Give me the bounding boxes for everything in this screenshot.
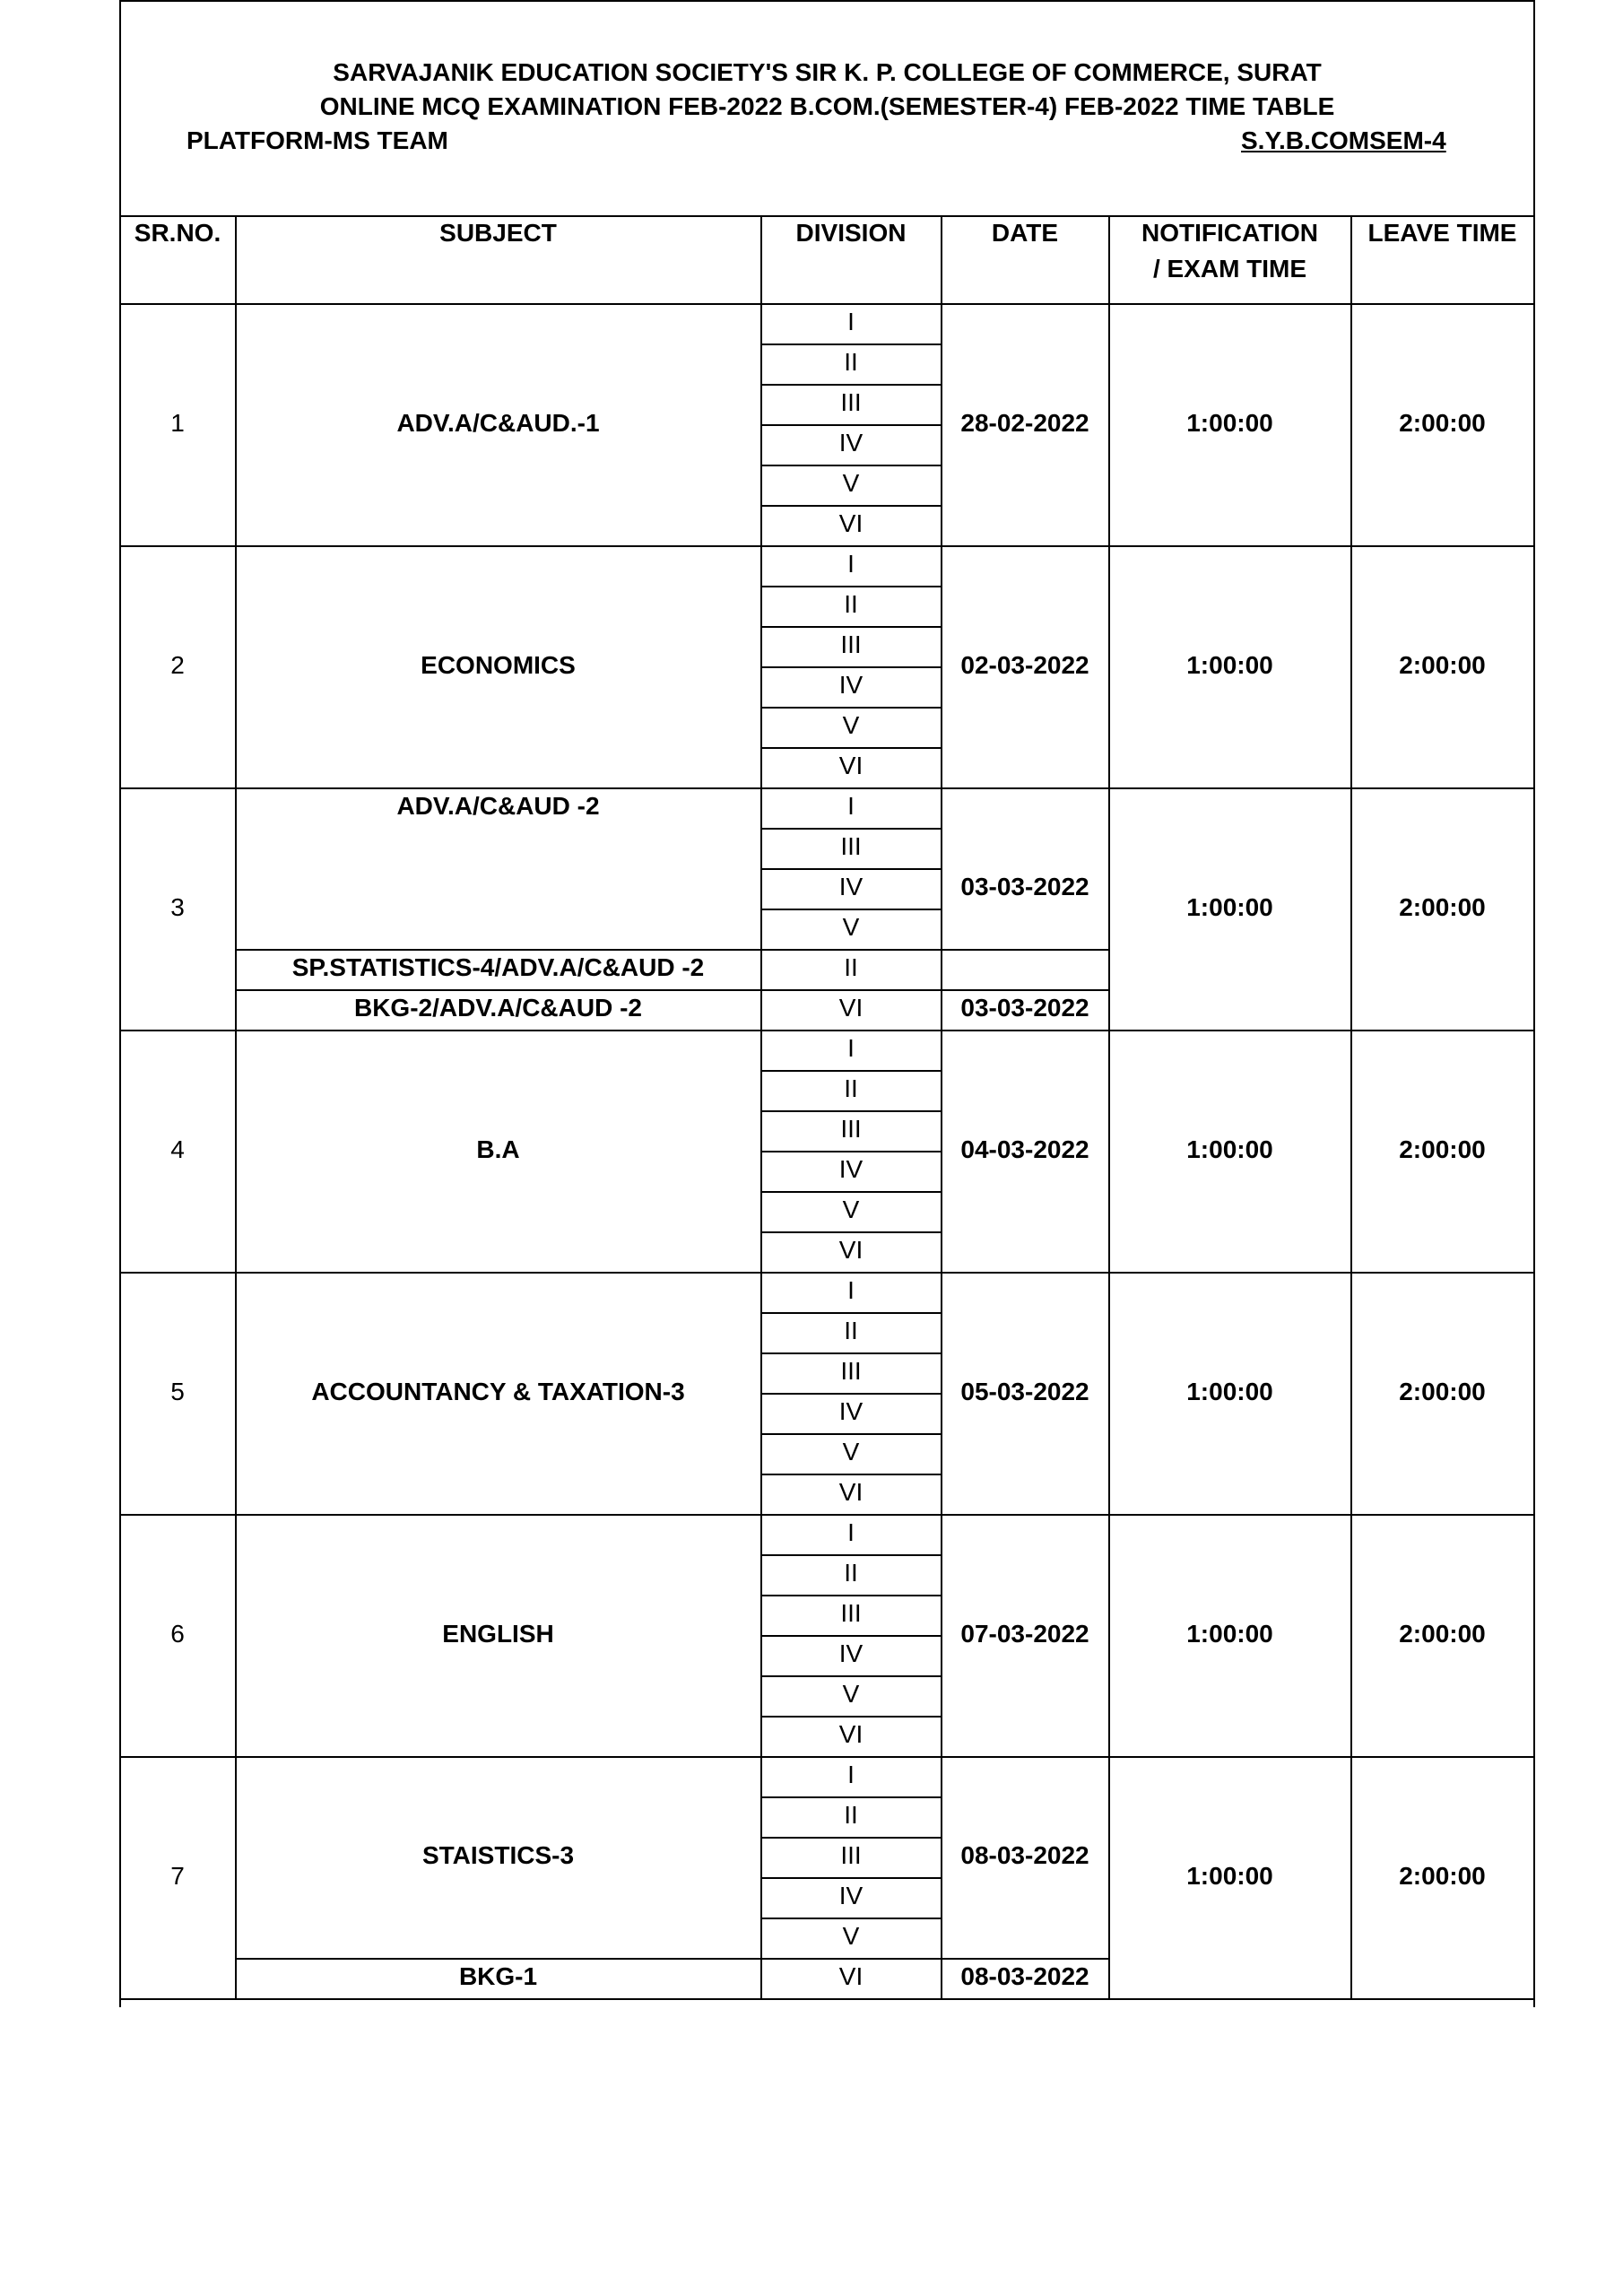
division-divider	[760, 828, 942, 830]
exam-sr-number: 7	[170, 1862, 185, 1890]
division-cell: III	[840, 1841, 862, 1869]
exam-sr-number: 3	[170, 893, 185, 921]
division-cell: IV	[838, 1882, 864, 1909]
leave-time: 2:00:00	[1399, 1135, 1486, 1163]
exam-time: 1:00:00	[1186, 1378, 1273, 1405]
division-cell: I	[847, 1518, 855, 1546]
leave-time: 2:00:00	[1399, 1620, 1486, 1648]
division-cell: VI	[838, 1236, 864, 1264]
exam-sr-number: 2	[170, 651, 185, 679]
division-cell: IV	[838, 1155, 864, 1183]
exam-sr-number: 4	[170, 1135, 185, 1163]
exam-sr-number: 6	[170, 1620, 185, 1648]
division-cell: I	[847, 1276, 855, 1304]
exam-block-divider	[119, 787, 1535, 789]
col-division-header: DIVISION	[795, 219, 907, 247]
platform-label: PLATFORM-MS TEAM	[187, 126, 448, 154]
division-divider	[760, 384, 942, 386]
division-cell: V	[842, 711, 860, 739]
division-cell: IV	[838, 671, 864, 699]
subject-name: STAISTICS-3	[421, 1841, 575, 1869]
exam-date: 04-03-2022	[960, 1135, 1089, 1163]
col-srno-header: SR.NO.	[134, 219, 221, 247]
col-subject-header: SUBJECT	[439, 219, 557, 247]
division-cell: V	[842, 469, 860, 497]
col-notification-header-2: / EXAM TIME	[1152, 255, 1307, 283]
header-separator	[119, 215, 1535, 217]
division-divider	[760, 1433, 942, 1435]
division-divider	[760, 626, 942, 628]
division-cell: I	[847, 1034, 855, 1062]
division-divider	[760, 344, 942, 345]
division-cell: VI	[838, 1962, 864, 1990]
division-divider	[760, 1675, 942, 1677]
division-divider	[760, 1837, 942, 1839]
division-cell: VI	[838, 1478, 864, 1506]
division-cell: VI	[838, 1720, 864, 1748]
division-divider	[760, 424, 942, 426]
exam-date: 05-03-2022	[960, 1378, 1089, 1405]
division-cell: V	[842, 1680, 860, 1708]
division-divider	[760, 465, 942, 466]
leave-time: 2:00:00	[1399, 1378, 1486, 1405]
division-cell: V	[842, 1922, 860, 1950]
division-divider	[760, 1474, 942, 1475]
division-divider	[760, 1393, 942, 1395]
division-cell: II	[844, 1317, 858, 1344]
exam-date: 28-02-2022	[960, 409, 1089, 437]
border-right	[1533, 0, 1535, 2007]
division-divider	[760, 707, 942, 709]
division-cell: I	[847, 550, 855, 578]
date-divider	[941, 989, 1110, 991]
division-cell: VI	[838, 509, 864, 537]
division-divider	[760, 1110, 942, 1112]
exam-block-divider	[119, 1030, 1535, 1031]
exam-block-divider	[119, 1514, 1535, 1516]
division-divider	[760, 1554, 942, 1556]
class-label: S.Y.B.COMSEM-4	[1241, 126, 1446, 154]
leave-time: 2:00:00	[1399, 893, 1486, 921]
division-divider	[760, 1918, 942, 1919]
division-cell: II	[844, 1074, 858, 1102]
exam-block-divider	[119, 1272, 1535, 1274]
division-cell: III	[840, 1357, 862, 1385]
col-line-5	[1350, 215, 1352, 2000]
col-line-4	[1108, 215, 1110, 2000]
border-top	[119, 0, 1535, 2]
division-divider	[760, 1070, 942, 1072]
subject-name: BKG-2/ADV.A/C&AUD -2	[353, 994, 642, 1022]
border-left	[119, 0, 121, 2007]
division-divider	[760, 1877, 942, 1879]
division-divider	[760, 1796, 942, 1798]
division-divider	[760, 505, 942, 507]
header-bottom-line	[119, 303, 1535, 305]
exam-sr-number: 1	[170, 409, 185, 437]
col-leave-header: LEAVE TIME	[1367, 219, 1517, 247]
exam-date: 03-03-2022	[960, 994, 1089, 1022]
division-cell: IV	[838, 1397, 864, 1425]
division-divider	[760, 1312, 942, 1314]
col-notification-header: NOTIFICATION	[1141, 219, 1318, 247]
division-cell: III	[840, 388, 862, 416]
subject-divider	[235, 949, 1110, 951]
exam-block-divider	[119, 1756, 1535, 1758]
division-divider	[760, 1595, 942, 1596]
division-cell: V	[842, 1438, 860, 1465]
col-line-3	[941, 215, 942, 2000]
division-cell: VI	[838, 994, 864, 1022]
division-cell: III	[840, 1115, 862, 1143]
division-cell: I	[847, 1761, 855, 1788]
division-divider	[760, 586, 942, 587]
leave-time: 2:00:00	[1399, 651, 1486, 679]
exam-date: 03-03-2022	[960, 873, 1089, 900]
exam-date: 08-03-2022	[960, 1962, 1089, 1990]
exam-date: 08-03-2022	[960, 1841, 1089, 1869]
exam-sr-number: 5	[170, 1378, 185, 1405]
header-title: SARVAJANIK EDUCATION SOCIETY'S SIR K. P. COLLEGE OF COMMERCE, SURAT	[333, 58, 1322, 86]
exam-date: 02-03-2022	[960, 651, 1089, 679]
exam-time: 1:00:00	[1186, 1620, 1273, 1648]
division-cell: IV	[838, 429, 864, 457]
table-bottom-line	[119, 1998, 1535, 2000]
division-cell: III	[840, 832, 862, 860]
division-divider	[760, 868, 942, 870]
division-divider	[760, 1716, 942, 1718]
leave-time: 2:00:00	[1399, 409, 1486, 437]
division-cell: II	[844, 1559, 858, 1587]
division-cell: III	[840, 631, 862, 658]
division-divider	[760, 909, 942, 910]
exam-time: 1:00:00	[1186, 893, 1273, 921]
division-cell: V	[842, 1196, 860, 1223]
date-divider	[941, 1958, 1110, 1960]
division-divider	[760, 1635, 942, 1637]
exam-block-divider	[119, 545, 1535, 547]
division-cell: IV	[838, 1639, 864, 1667]
exam-time: 1:00:00	[1186, 1862, 1273, 1890]
subject-name: ENGLISH	[442, 1620, 554, 1648]
subject-name: ACCOUNTANCY & TAXATION-3	[311, 1378, 685, 1405]
division-divider	[760, 1231, 942, 1233]
division-cell: I	[847, 792, 855, 820]
exam-time: 1:00:00	[1186, 409, 1273, 437]
exam-date: 07-03-2022	[960, 1620, 1089, 1648]
division-cell: IV	[838, 873, 864, 900]
division-cell: III	[840, 1599, 862, 1627]
division-divider	[760, 1191, 942, 1193]
division-cell: II	[844, 953, 858, 981]
subject-name: B.A	[476, 1135, 520, 1163]
exam-time: 1:00:00	[1186, 1135, 1273, 1163]
subject-name: ADV.A/C&AUD -2	[396, 792, 600, 820]
division-cell: V	[842, 913, 860, 941]
division-divider	[760, 1352, 942, 1354]
division-cell: VI	[838, 752, 864, 779]
subject-name: ECONOMICS	[421, 651, 576, 679]
leave-time: 2:00:00	[1399, 1862, 1486, 1890]
division-cell: II	[844, 1801, 858, 1829]
subject-name: SP.STATISTICS-4/ADV.A/C&AUD -2	[291, 953, 705, 981]
division-cell: I	[847, 308, 855, 335]
col-line-1	[235, 215, 237, 2000]
division-divider	[760, 747, 942, 749]
subject-name: BKG-1	[458, 1962, 538, 1990]
col-date-header: DATE	[991, 219, 1059, 247]
division-cell: II	[844, 348, 858, 376]
division-cell: II	[844, 590, 858, 618]
division-divider	[760, 1151, 942, 1152]
subject-name: ADV.A/C&AUD.-1	[396, 409, 600, 437]
division-divider	[760, 666, 942, 668]
header-subtitle: ONLINE MCQ EXAMINATION FEB-2022 B.COM.(SEMESTER-4) FEB-2022 TIME TABLE	[319, 92, 1335, 120]
exam-time: 1:00:00	[1186, 651, 1273, 679]
